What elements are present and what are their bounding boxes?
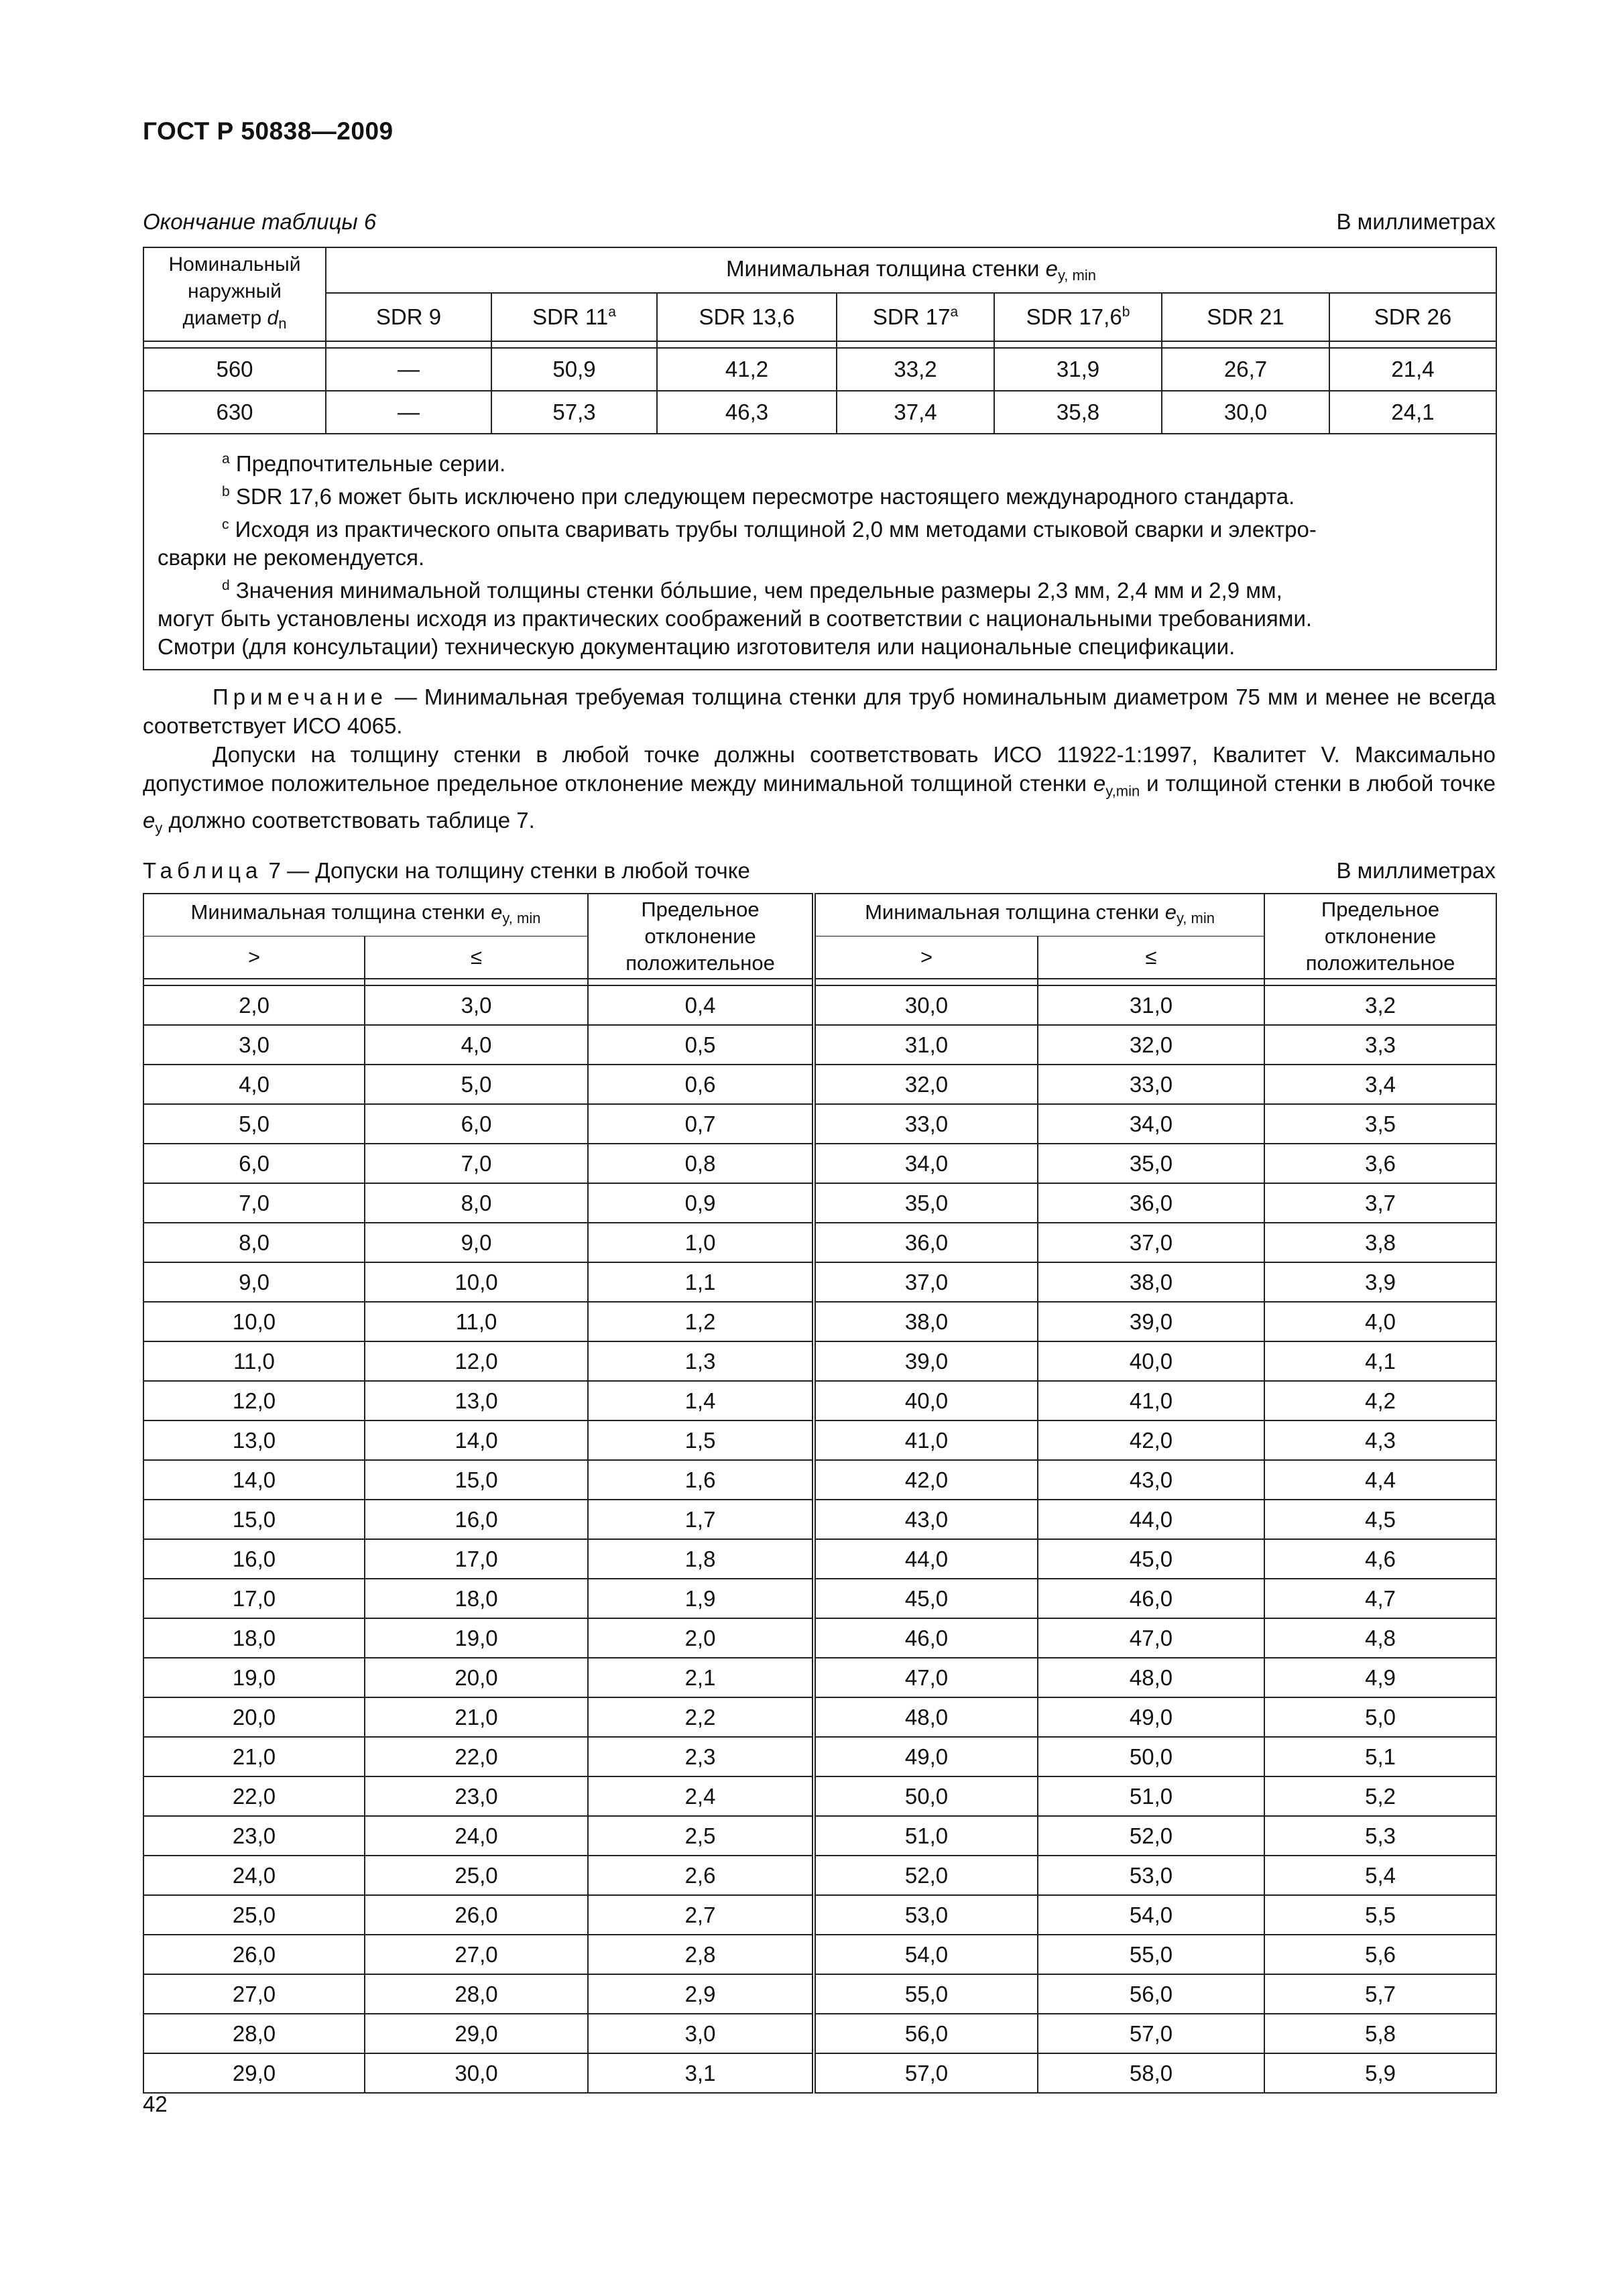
table-cell: 40,0 (814, 1381, 1038, 1421)
table-cell: 26,0 (143, 1935, 365, 1974)
note-paragraph: Примечание — Минимальная требуемая толщина стенки для труб номинальным диаметром 75 мм и менее не всегда соответствует ИСО 4065. (143, 684, 1496, 738)
table-cell: 53,0 (814, 1895, 1038, 1935)
table-row (143, 1579, 1496, 1618)
table-cell: 16,0 (365, 1500, 588, 1539)
table-cell: 3,1 (588, 2053, 814, 2093)
footnote-c: $^c$ Исходя из практического опыта сваривать трубы толщиной 2,0 мм методами стыковой сварки и электро- (222, 517, 1317, 542)
table7-header-deviation-left: Предельное отклонение положительное (588, 894, 814, 979)
table6-header-sdr: SDR 26 (1329, 293, 1496, 341)
table-row (143, 1895, 1496, 1935)
table-cell: 29,0 (365, 2014, 588, 2053)
table-cell: 25,0 (143, 1895, 365, 1935)
table-row (143, 1658, 1496, 1697)
table-cell: 2,3 (588, 1737, 814, 1776)
table-cell: 49,0 (1038, 1697, 1264, 1737)
table-cell: 18,0 (365, 1579, 588, 1618)
table6-caption-row (143, 209, 1496, 235)
table-cell: 12,0 (365, 1341, 588, 1381)
table-cell: 5,3 (1264, 1816, 1496, 1856)
table-cell: 4,3 (1264, 1421, 1496, 1460)
tolerance-paragraph: Допуски на толщину стенки в любой точке должны соответствовать ИСО 11922-1:1997, Квалитет V. Максимально допустимое положительное предельное отклонение между минимальной толщиной стенки $e_{y,min}$ и толщиной стенки в любой точке $e_y$ должно соответствовать таблице 7. (143, 742, 1496, 837)
table-cell: 13,0 (365, 1381, 588, 1421)
table-cell: 5,8 (1264, 2014, 1496, 2053)
table-6 (143, 247, 1497, 670)
table-cell: 9,0 (365, 1223, 588, 1262)
table-cell: 11,0 (365, 1302, 588, 1341)
table-cell: 44,0 (814, 1539, 1038, 1579)
table-cell: 46,0 (1038, 1579, 1264, 1618)
table-cell: 2,6 (588, 1856, 814, 1895)
table-7 (143, 893, 1497, 2094)
table6-header-sdr: SDR 21 (1162, 293, 1329, 341)
table-cell: 46,3 (657, 391, 837, 434)
table-cell: 3,8 (1264, 1223, 1496, 1262)
table-cell: 1,3 (588, 1341, 814, 1381)
table-cell: 57,0 (1038, 2014, 1264, 2053)
table-cell: 57,0 (814, 2053, 1038, 2093)
table-cell: 1,5 (588, 1421, 814, 1460)
table-cell: 15,0 (365, 1460, 588, 1500)
table-row (143, 1421, 1496, 1460)
table7-caption-row (143, 858, 1496, 884)
table-row (143, 2053, 1496, 2093)
table-row (143, 1460, 1496, 1500)
table-cell: 1,1 (588, 1262, 814, 1302)
table-cell: 3,0 (588, 2014, 814, 2053)
table6-units: В миллиметрах (1336, 209, 1496, 234)
table-cell: 35,0 (814, 1183, 1038, 1223)
table-cell: 51,0 (1038, 1776, 1264, 1816)
table-cell: 0,5 (588, 1025, 814, 1065)
table-cell: 2,0 (588, 1618, 814, 1658)
table-cell: 23,0 (365, 1776, 588, 1816)
table-cell: — (326, 348, 491, 391)
table-cell: 41,0 (1038, 1381, 1264, 1421)
table6-header-sdr: SDR 13,6 (657, 293, 837, 341)
document-title: ГОСТ Р 50838—2009 (143, 117, 394, 145)
table-cell: 3,3 (1264, 1025, 1496, 1065)
table6-header-min-thickness: Минимальная толщина стенки $e_{y, min}$ (326, 247, 1496, 293)
table-cell: 25,0 (365, 1856, 588, 1895)
footnote-c-cont: сварки не рекомендуется. (158, 545, 425, 570)
table-cell: 5,6 (1264, 1935, 1496, 1974)
table7-header-min-thickness-left: Минимальная толщина стенки ey, min (143, 894, 588, 936)
table-cell: 33,2 (837, 348, 994, 391)
table-cell: 49,0 (814, 1737, 1038, 1776)
table-cell: 10,0 (143, 1302, 365, 1341)
table7-header-le-right: ≤ (1038, 936, 1264, 979)
table7-header-gt-right: > (814, 936, 1038, 979)
table-cell: 30,0 (814, 985, 1038, 1025)
table-row (143, 1183, 1496, 1223)
table-cell: 26,7 (1162, 348, 1329, 391)
table-row (143, 985, 1496, 1025)
table-cell: 5,9 (1264, 2053, 1496, 2093)
table-cell: 24,0 (143, 1856, 365, 1895)
table7-header-deviation-right: Предельное отклонение положительное (1264, 894, 1496, 979)
table-cell: 30,0 (365, 2053, 588, 2093)
table-cell: 4,0 (365, 1025, 588, 1065)
table-cell: 4,4 (1264, 1460, 1496, 1500)
table-cell: 50,0 (1038, 1737, 1264, 1776)
table-row (143, 1856, 1496, 1895)
table-cell: 48,0 (1038, 1658, 1264, 1697)
table-cell: 3,2 (1264, 985, 1496, 1025)
table-cell: 54,0 (1038, 1895, 1264, 1935)
table-cell: 1,2 (588, 1302, 814, 1341)
table-cell: 4,0 (143, 1065, 365, 1104)
table-cell: 5,4 (1264, 1856, 1496, 1895)
table-cell: 0,8 (588, 1144, 814, 1183)
table-cell: 52,0 (1038, 1816, 1264, 1856)
table-row (143, 1381, 1496, 1421)
table-cell: 5,5 (1264, 1895, 1496, 1935)
table-cell: 35,0 (1038, 1144, 1264, 1183)
table-cell: 2,7 (588, 1895, 814, 1935)
table-cell: 41,2 (657, 348, 837, 391)
footnote-d: $^d$ Значения минимальной толщины стенки бо́льшие, чем предельные размеры 2,3 мм, 2,4 мм и 2,9 мм, (222, 578, 1282, 603)
table-cell: 43,0 (1038, 1460, 1264, 1500)
table-cell: 34,0 (814, 1144, 1038, 1183)
table-cell: 2,2 (588, 1697, 814, 1737)
table-cell: 55,0 (1038, 1935, 1264, 1974)
table-row (143, 1737, 1496, 1776)
table-cell: 1,9 (588, 1579, 814, 1618)
table-row (143, 1025, 1496, 1065)
table-cell: 19,0 (143, 1658, 365, 1697)
table-cell: 36,0 (814, 1223, 1038, 1262)
table-cell: 24,1 (1329, 391, 1496, 434)
table-cell: 16,0 (143, 1539, 365, 1579)
table-cell: 4,0 (1264, 1302, 1496, 1341)
table-cell: 43,0 (814, 1500, 1038, 1539)
table-row (143, 1618, 1496, 1658)
table-row (143, 1104, 1496, 1144)
table-cell: 1,4 (588, 1381, 814, 1421)
table-cell: 7,0 (143, 1183, 365, 1223)
table-cell: 2,1 (588, 1658, 814, 1697)
table-cell: 0,6 (588, 1065, 814, 1104)
table-cell: 47,0 (814, 1658, 1038, 1697)
table-cell: 10,0 (365, 1262, 588, 1302)
table-cell: 41,0 (814, 1421, 1038, 1460)
table-cell: 54,0 (814, 1935, 1038, 1974)
table-cell: 42,0 (814, 1460, 1038, 1500)
table-cell: 38,0 (1038, 1262, 1264, 1302)
table-cell: 0,7 (588, 1104, 814, 1144)
table-cell: 0,9 (588, 1183, 814, 1223)
table-cell: 21,0 (143, 1737, 365, 1776)
table-row (143, 1223, 1496, 1262)
table-cell: 5,1 (1264, 1737, 1496, 1776)
table-cell: 0,4 (588, 985, 814, 1025)
table7-header-le-left: ≤ (365, 936, 588, 979)
table-cell: 19,0 (365, 1618, 588, 1658)
table-cell: 57,3 (491, 391, 657, 434)
table-row (143, 391, 1496, 434)
table-cell: 3,6 (1264, 1144, 1496, 1183)
table-cell: 4,2 (1264, 1381, 1496, 1421)
table-cell: 33,0 (814, 1104, 1038, 1144)
table-row (143, 1539, 1496, 1579)
table-cell: 6,0 (143, 1144, 365, 1183)
table-cell: 8,0 (365, 1183, 588, 1223)
table-cell: 2,8 (588, 1935, 814, 1974)
table-cell: 3,5 (1264, 1104, 1496, 1144)
table6-footnotes (143, 434, 1496, 670)
table-cell: 53,0 (1038, 1856, 1264, 1895)
table-cell: 4,6 (1264, 1539, 1496, 1579)
table-row (143, 1776, 1496, 1816)
table-cell: 2,5 (588, 1816, 814, 1856)
table-cell: 36,0 (1038, 1183, 1264, 1223)
table-cell: 2,4 (588, 1776, 814, 1816)
page-number: 42 (143, 2092, 168, 2116)
table-cell: 28,0 (365, 1974, 588, 2014)
table-cell: 32,0 (1038, 1025, 1264, 1065)
table-cell: 3,0 (143, 1025, 365, 1065)
table-row (143, 2014, 1496, 2053)
table-cell: 42,0 (1038, 1421, 1264, 1460)
table-cell: 20,0 (143, 1697, 365, 1737)
table-cell: 39,0 (814, 1341, 1038, 1381)
table7-header-gt-left: > (143, 936, 365, 979)
footnote-a: $^a$ Предпочтительные серии. (222, 451, 506, 476)
footnote-d-cont-2: Смотри (для консультации) техническую документацию изготовителя или национальные спецификации. (158, 634, 1236, 659)
table-cell: 51,0 (814, 1816, 1038, 1856)
table-cell: 31,9 (994, 348, 1162, 391)
table-row (143, 1065, 1496, 1104)
table-cell: 9,0 (143, 1262, 365, 1302)
table-cell: 5,2 (1264, 1776, 1496, 1816)
table-cell: 4,9 (1264, 1658, 1496, 1697)
table-cell: 5,0 (365, 1065, 588, 1104)
table-cell: 14,0 (143, 1460, 365, 1500)
table-cell: 3,7 (1264, 1183, 1496, 1223)
table-row (143, 1302, 1496, 1341)
table-cell: 14,0 (365, 1421, 588, 1460)
table-cell: 7,0 (365, 1144, 588, 1183)
table-cell: 37,0 (814, 1262, 1038, 1302)
table-row (143, 1697, 1496, 1737)
table-cell: 33,0 (1038, 1065, 1264, 1104)
table-cell: 31,0 (814, 1025, 1038, 1065)
table-row (143, 1262, 1496, 1302)
table-cell: 4,7 (1264, 1579, 1496, 1618)
footnote-d-cont-1: могут быть установлены исходя из практических соображений в соответствии с национальными требованиями. (158, 606, 1313, 631)
table-cell: 27,0 (143, 1974, 365, 2014)
table-cell: 2,9 (588, 1974, 814, 2014)
table6-caption: Окончание таблицы 6 (143, 209, 377, 234)
table-cell: 5,0 (1264, 1697, 1496, 1737)
table-cell: 55,0 (814, 1974, 1038, 2014)
table-cell: 3,0 (365, 985, 588, 1025)
table-cell: 1,6 (588, 1460, 814, 1500)
table-cell: 17,0 (365, 1539, 588, 1579)
table-cell: 22,0 (143, 1776, 365, 1816)
table6-header-sdr: SDR 9 (326, 293, 491, 341)
note-block (143, 682, 1496, 842)
table-cell: 30,0 (1162, 391, 1329, 434)
table6-header-sdr: SDR 17$^a$ (837, 293, 994, 341)
table-cell: 35,8 (994, 391, 1162, 434)
footnote-b: $^b$ SDR 17,6 может быть исключено при следующем пересмотре настоящего международного стандарта. (222, 484, 1295, 509)
table-cell: 6,0 (365, 1104, 588, 1144)
table-row (143, 1144, 1496, 1183)
table6-header-sdr: SDR 17,6$^b$ (994, 293, 1162, 341)
table-cell: 22,0 (365, 1737, 588, 1776)
table-cell: 5,7 (1264, 1974, 1496, 2014)
table-row (143, 1974, 1496, 2014)
table-row (143, 1816, 1496, 1856)
table-cell: 17,0 (143, 1579, 365, 1618)
table-cell: 26,0 (365, 1895, 588, 1935)
table-cell: 27,0 (365, 1935, 588, 1974)
table-cell: 56,0 (814, 2014, 1038, 2053)
table-cell: 8,0 (143, 1223, 365, 1262)
table-cell: 40,0 (1038, 1341, 1264, 1381)
table-row (143, 348, 1496, 391)
table-cell: 23,0 (143, 1816, 365, 1856)
document-page (143, 117, 1496, 2094)
table-cell: 50,9 (491, 348, 657, 391)
table-cell: 15,0 (143, 1500, 365, 1539)
table7-units: В миллиметрах (1336, 858, 1496, 884)
table-cell: 29,0 (143, 2053, 365, 2093)
table-cell: 24,0 (365, 1816, 588, 1856)
table-cell: 630 (143, 391, 326, 434)
table-cell: 21,0 (365, 1697, 588, 1737)
table7-caption: Таблица 7 — Допуски на толщину стенки в любой точке (143, 858, 750, 884)
table-cell: 39,0 (1038, 1302, 1264, 1341)
table-cell: 560 (143, 348, 326, 391)
table6-header-sdr: SDR 11$^a$ (491, 293, 657, 341)
table6-header-diameter: Номинальный наружный диаметр $d_n$ (143, 247, 326, 341)
table-row (143, 1341, 1496, 1381)
table-cell: 37,0 (1038, 1223, 1264, 1262)
table-cell: 1,7 (588, 1500, 814, 1539)
table-cell: 47,0 (1038, 1618, 1264, 1658)
table-row (143, 1935, 1496, 1974)
table-cell: 13,0 (143, 1421, 365, 1460)
table-cell: 45,0 (1038, 1539, 1264, 1579)
table-cell: 20,0 (365, 1658, 588, 1697)
table-cell: 58,0 (1038, 2053, 1264, 2093)
table-cell: 34,0 (1038, 1104, 1264, 1144)
table7-header-min-thickness-right: Минимальная толщина стенки ey, min (814, 894, 1264, 936)
table-cell: 4,5 (1264, 1500, 1496, 1539)
table-cell: 21,4 (1329, 348, 1496, 391)
table-cell: 38,0 (814, 1302, 1038, 1341)
table-cell: 44,0 (1038, 1500, 1264, 1539)
table-cell: 5,0 (143, 1104, 365, 1144)
table-cell: 46,0 (814, 1618, 1038, 1658)
table-cell: 1,8 (588, 1539, 814, 1579)
table-cell: 3,9 (1264, 1262, 1496, 1302)
table-cell: 50,0 (814, 1776, 1038, 1816)
table-cell: 56,0 (1038, 1974, 1264, 2014)
table-cell: 28,0 (143, 2014, 365, 2053)
table-cell: 12,0 (143, 1381, 365, 1421)
table-cell: 32,0 (814, 1065, 1038, 1104)
table-cell: 4,1 (1264, 1341, 1496, 1381)
table-cell: 48,0 (814, 1697, 1038, 1737)
table-cell: 4,8 (1264, 1618, 1496, 1658)
table-cell: 37,4 (837, 391, 994, 434)
table-cell: — (326, 391, 491, 434)
table-row (143, 1500, 1496, 1539)
table-cell: 52,0 (814, 1856, 1038, 1895)
table-cell: 3,4 (1264, 1065, 1496, 1104)
table-cell: 31,0 (1038, 985, 1264, 1025)
table-cell: 18,0 (143, 1618, 365, 1658)
table-cell: 1,0 (588, 1223, 814, 1262)
table-cell: 11,0 (143, 1341, 365, 1381)
table-cell: 45,0 (814, 1579, 1038, 1618)
table-cell: 2,0 (143, 985, 365, 1025)
